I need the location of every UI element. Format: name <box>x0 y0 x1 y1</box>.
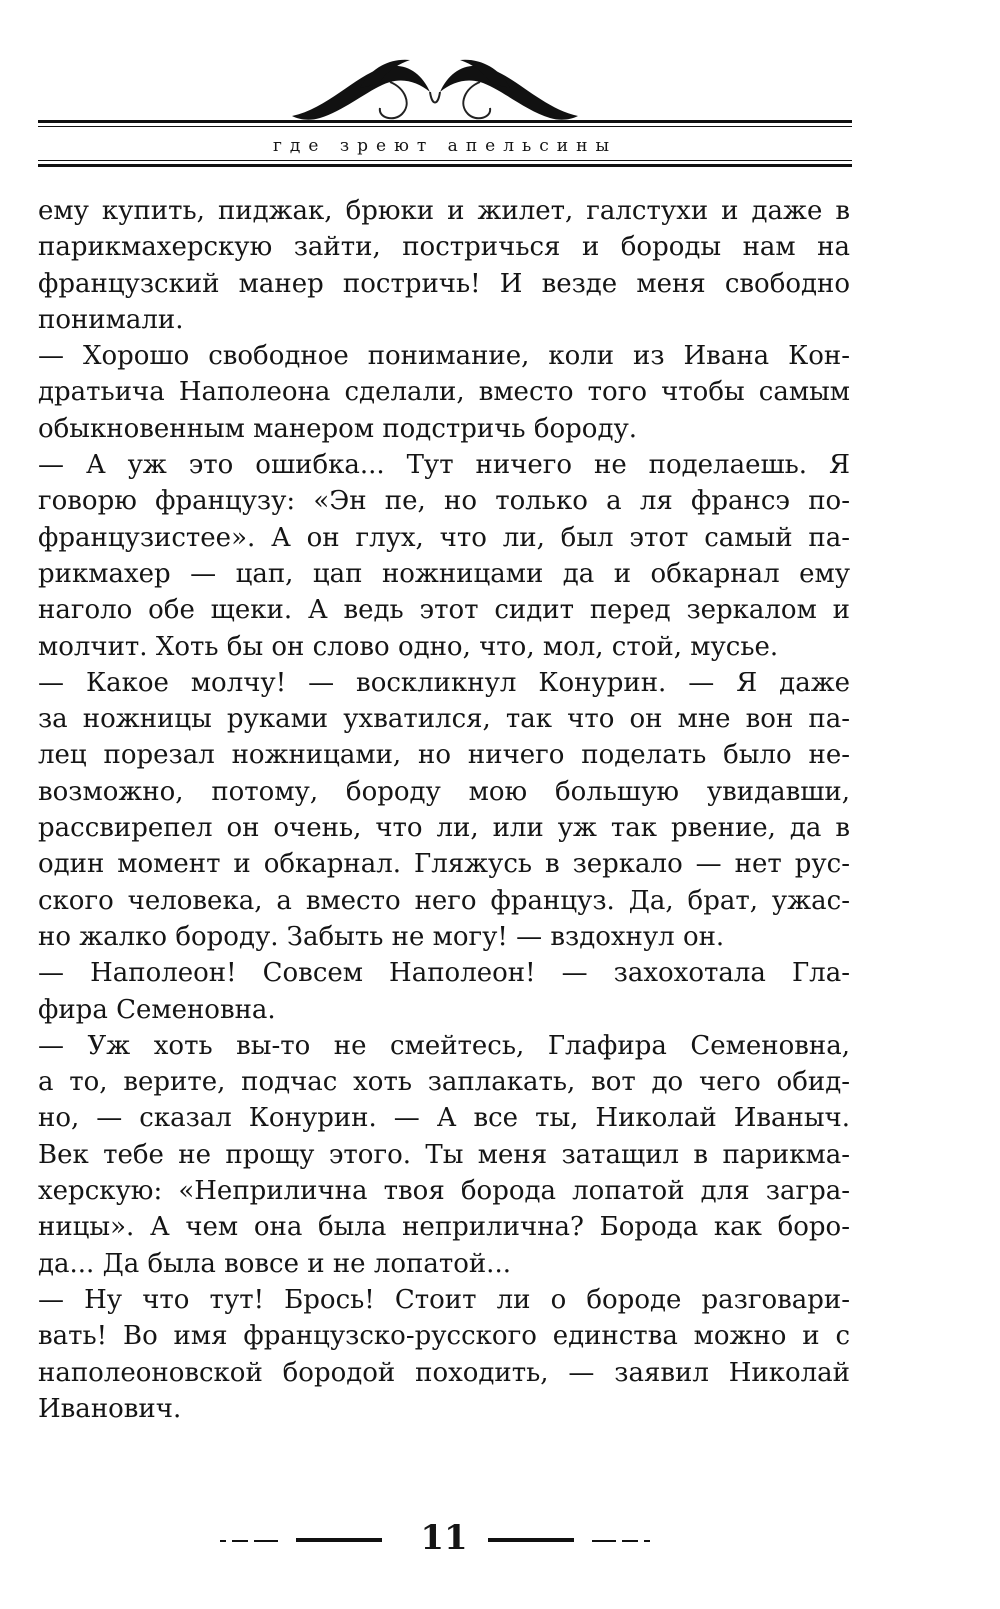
running-title: где зреют апельсины <box>273 136 617 156</box>
text-line: ницы». А чем она была неприлична? Борода как боро- <box>38 1212 850 1243</box>
text-line: но жалко бороду. Забыть не могу! — вздохнул он. <box>38 921 725 952</box>
text-line: говорю французу: «Эн пе, но только а ля франсэ по- <box>38 486 850 517</box>
text-line: — Хорошо свободное понимание, коли из Ивана Кон- <box>38 341 850 372</box>
text-line: дратьича Наполеона сделали, вместо того чтобы самым <box>38 377 850 408</box>
text-line: лец порезал ножницами, но ничего поделать было не- <box>38 740 850 771</box>
text-line: за ножницы руками ухватился, так что он мне вон па- <box>38 704 850 735</box>
text-line: — Какое молчу! — воскликнул Конурин. — Я даже <box>38 667 850 698</box>
text-line: рассвирепел он очень, что ли, или уж так рвение, да в <box>38 813 850 844</box>
text-line: ского человека, а вместо него француз. Да, брат, ужас- <box>38 885 850 916</box>
text-line: обыкновенным манером подстричь бороду. <box>38 413 638 444</box>
text-line: да... Да была вовсе и не лопатой... <box>38 1248 511 1279</box>
page-number: 11 <box>420 1518 468 1558</box>
header-rule-top <box>38 120 852 123</box>
text-line: возможно, потому, бороду мою большую увидавши, <box>38 776 850 807</box>
text-line: французистее». А он глух, что ли, был этот самый па- <box>38 522 850 553</box>
text-line: наполеоновской бородой походить, — заявил Николай <box>38 1357 850 1388</box>
text-line: ему купить, пиджак, брюки и жилет, галстухи и даже в <box>38 196 850 226</box>
text-line: — Ну что тут! Брось! Стоит ли о бороде разговари- <box>38 1284 850 1315</box>
header-rule-top-thin <box>38 126 852 127</box>
body-text <box>38 193 850 1427</box>
header-rule-bottom <box>38 164 852 167</box>
text-line: молчит. Хоть бы он слово одно, что, мол, стой, мусье. <box>38 631 779 662</box>
text-line: французский манер постричь! И везде меня свободно <box>38 268 850 299</box>
page-footer <box>200 1518 670 1558</box>
text-line: — Наполеон! Совсем Наполеон! — захохотала Гла- <box>38 958 850 989</box>
text-line: фира Семеновна. <box>38 994 276 1025</box>
text-line: один момент и обкарнал. Гляжусь в зеркало — нет рус- <box>38 849 850 880</box>
text-line: но, — сказал Конурин. — А все ты, Николай Иваныч. <box>38 1103 850 1134</box>
text-line: вать! Во имя французско-русского единства можно и с <box>38 1321 850 1352</box>
text-line: а то, верите, подчас хоть заплакать, вот до чего обид- <box>38 1067 850 1098</box>
text-line: рикмахер — цап, цап ножницами да и обкарнал ему <box>38 558 850 589</box>
text-line: — А уж это ошибка... Тут ничего не поделаешь. Я <box>38 450 850 481</box>
text-line: — Уж хоть вы-то не смейтесь, Глафира Семеновна, <box>38 1030 850 1061</box>
text-line: Иванович. <box>38 1393 182 1424</box>
header-rule-bottom-thin <box>38 160 852 161</box>
text-line: парикмахерскую зайти, постричься и бороды нам на <box>38 232 850 263</box>
text-line: Век тебе не прощу этого. Ты меня затащил в парикма- <box>38 1139 850 1170</box>
header-ornament <box>290 48 580 126</box>
text-line: понимали. <box>38 304 184 335</box>
text-line: херскую: «Неприлична твоя борода лопатой для загра- <box>38 1176 850 1207</box>
text-line: наголо обе щеки. А ведь этот сидит перед зеркалом и <box>38 595 850 626</box>
